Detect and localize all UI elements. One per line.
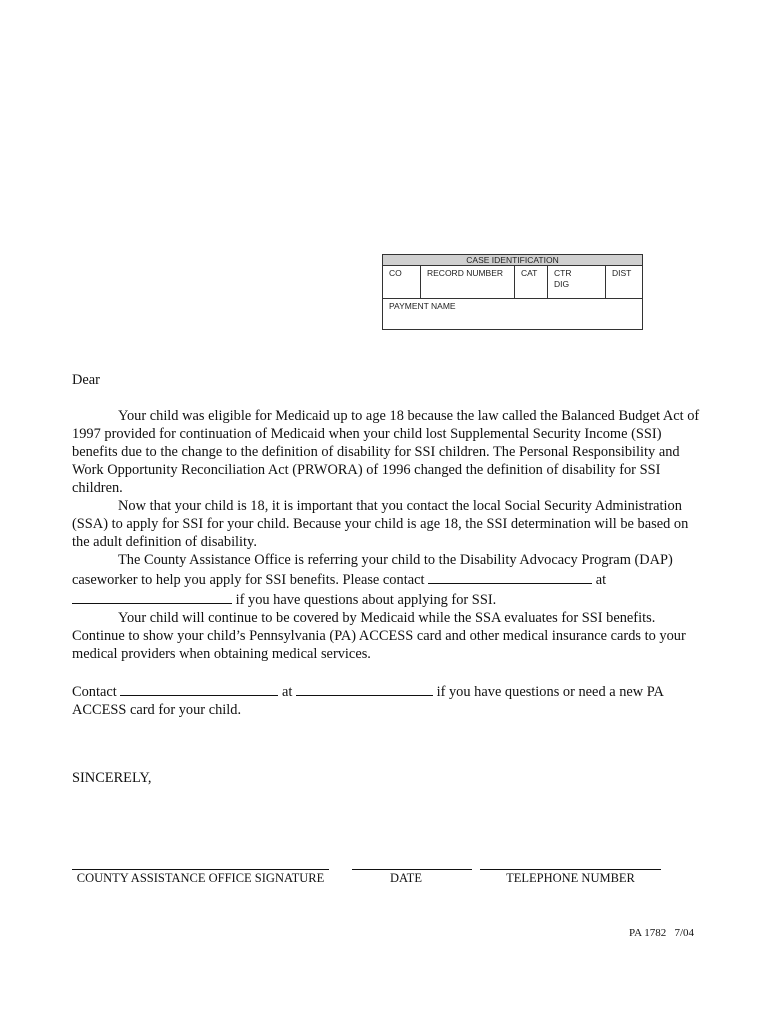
paragraph-1: Your child was eligible for Medicaid up to age 18 because the law called the Balanced Budget Act of 1997 provided for continuation of Medicaid when your child lost Supplemental Security Income (SSI) benefits due to the change to the definition of disability for SSI children. The Personal Responsibility and Work Opportunity Reconciliation Act (PRWORA) of 1996 changed the definition of disability for SSI children. — [72, 408, 700, 496]
case-col-cat: CAT — [515, 266, 548, 298]
case-col-ctr-dig: CTR DIG — [548, 266, 606, 298]
closing: SINCERELY, — [72, 770, 152, 786]
telephone-line — [480, 869, 661, 870]
case-identification-row — [383, 266, 642, 299]
contact-suffix: if you have questions or need a new PA ACCESS card for your child. — [72, 684, 664, 718]
paragraph-4: Your child will continue to be covered by Medicaid while the SSA evaluates for SSI benefits. Continue to show your child’s Pennsylvania (PA) ACCESS card and other medical insurance cards to your medical providers when obtaining medical services. — [72, 610, 686, 662]
date-line — [352, 869, 472, 870]
dap-contact-blank — [428, 569, 592, 584]
case-identification-title: CASE IDENTIFICATION — [383, 255, 642, 266]
salutation: Dear — [72, 372, 100, 388]
signature-line — [72, 869, 329, 870]
dap-phone-blank — [72, 589, 232, 604]
payment-name-label: PAYMENT NAME — [389, 301, 456, 311]
contact-prefix: Contact — [72, 684, 117, 700]
form-id: PA 1782 7/04 — [629, 927, 695, 939]
case-col-co: CO — [383, 266, 421, 298]
case-col-dist: DIST — [612, 268, 632, 278]
signature-label: COUNTY ASSISTANCE OFFICE SIGNATURE — [76, 871, 325, 885]
paragraph-2: Now that your child is 18, it is important that you contact the local Social Security Administration (SSA) to apply for SSI for your child. Because your child is age 18, the SSI determination will be based on the adult definition of disability. — [72, 498, 689, 550]
contact-phone-blank — [296, 681, 433, 696]
paragraph-3 — [72, 551, 702, 609]
case-col-record-number: RECORD NUMBER — [421, 266, 515, 298]
paragraph-3-at: at — [595, 572, 607, 588]
contact-paragraph — [72, 681, 702, 719]
paragraph-3-text-b: if you have questions about applying for SSI. — [235, 592, 497, 608]
letter-body — [72, 371, 702, 787]
date-label: DATE — [390, 871, 422, 885]
contact-name-blank — [120, 681, 278, 696]
contact-at: at — [281, 684, 293, 700]
case-identification-box — [382, 254, 643, 330]
telephone-label: TELEPHONE NUMBER — [506, 871, 635, 885]
paragraph-3-text-a: The County Assistance Office is referring your child to the Disability Advocacy Program (DAP) caseworker to help you apply for SSI benefits. Please contact — [72, 552, 673, 588]
